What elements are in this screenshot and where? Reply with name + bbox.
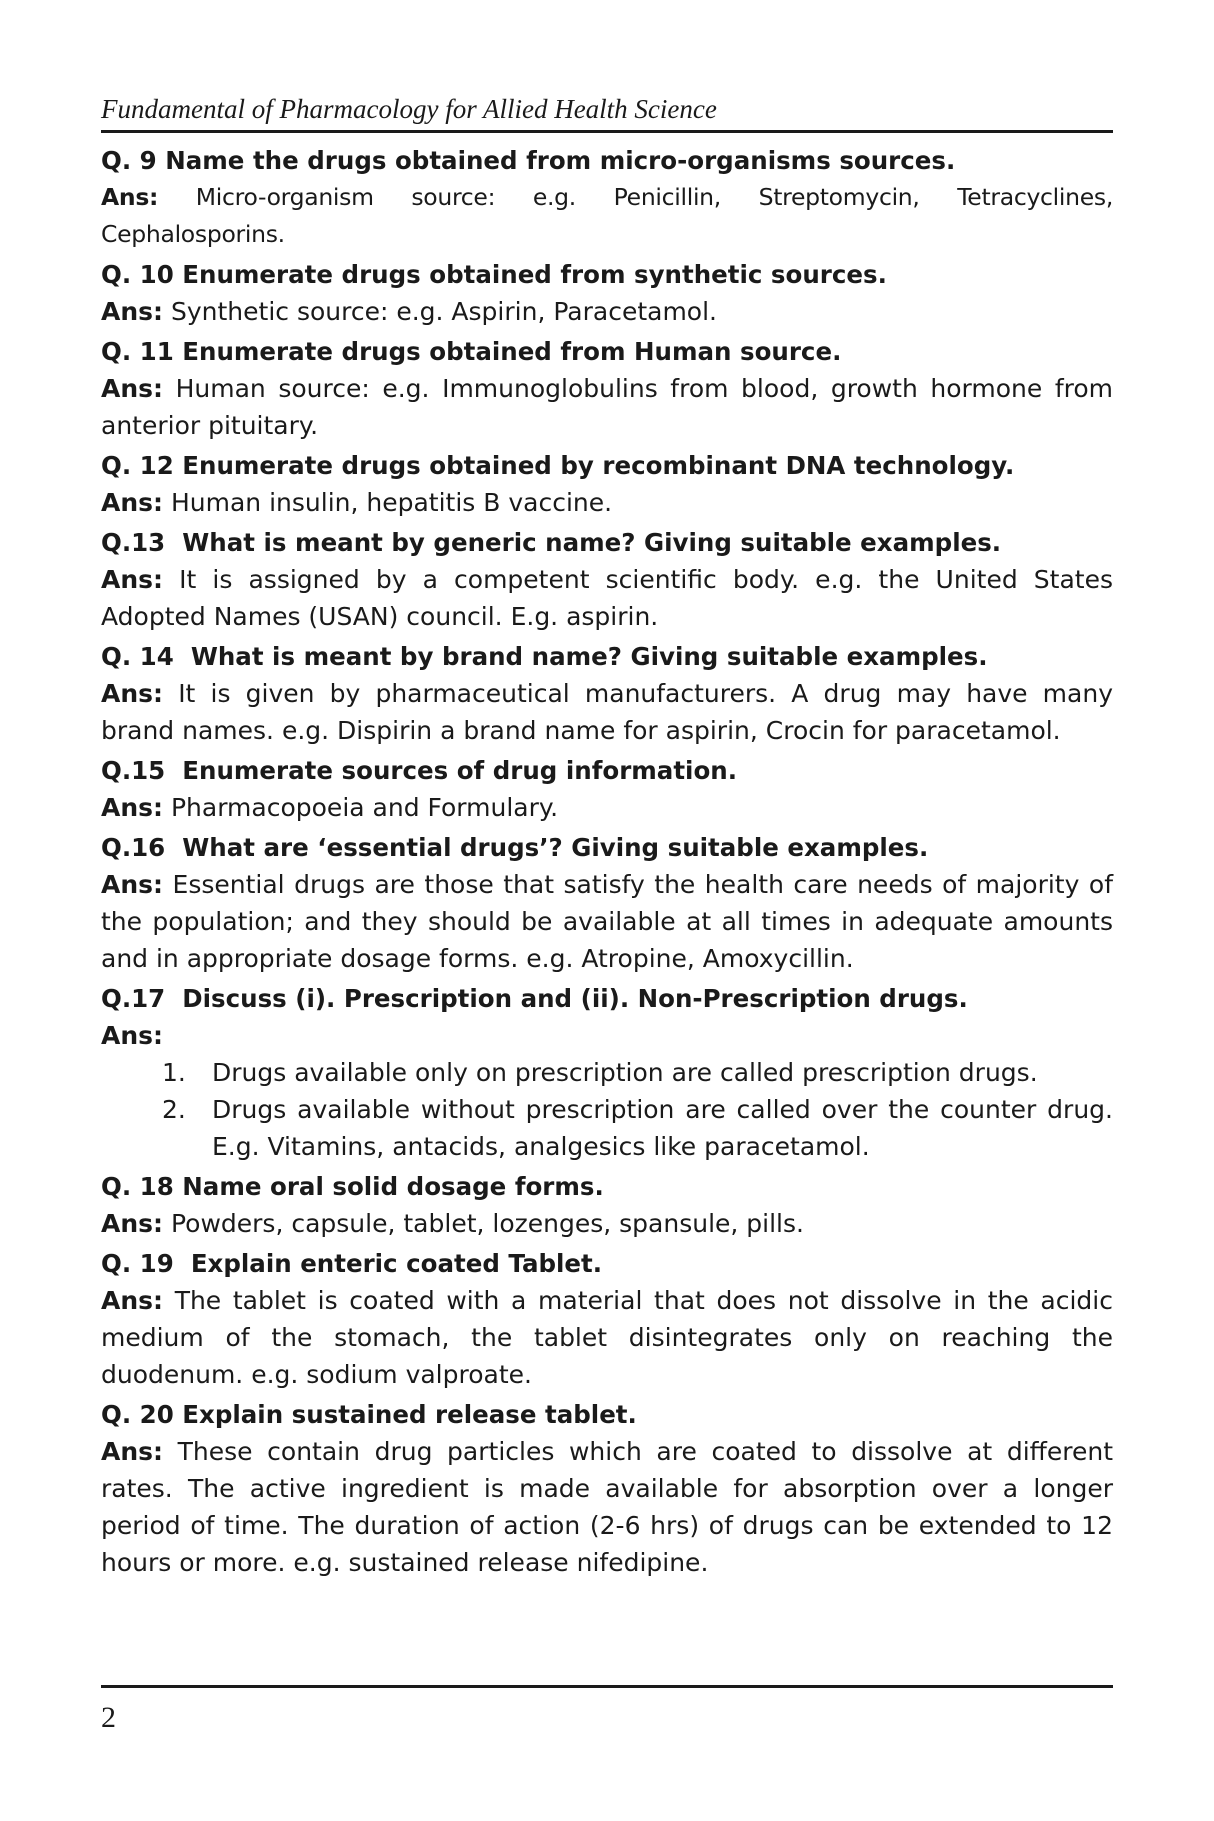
question-19: Q. 19 Explain enteric coated Tablet. [101,1249,603,1278]
footer-rule [101,1685,1113,1688]
answer-14 [101,675,1113,749]
question-9: Q. 9 Name the drugs obtained from micro-organisms sources. [101,146,956,175]
question-14: Q. 14 What is meant by brand name? Giving suitable examples. [101,642,988,671]
answer-9 [101,179,1113,253]
running-header: Fundamental of Pharmacology for Allied Health Science [101,94,717,124]
answer-18 [101,1205,1113,1242]
answer-label: Ans: [101,793,164,822]
question-18: Q. 18 Name oral solid dosage forms. [101,1172,604,1201]
answer-text: These contain drug particles which are coated to dissolve at different rates. The active ingredient is made available for absorption over a longer period of time. The duration of action (2-6 hrs) of drugs can be extended to 12 hours or more. e.g. sustained release nifedipine. [101,1437,1113,1577]
answer-17-list [101,1054,1113,1165]
answer-label: Ans: [101,679,164,708]
answer-16 [101,866,1113,977]
answer-text: Essential drugs are those that satisfy the health care needs of majority of the population; and they should be available at all times in adequate amounts and in appropriate dosage forms. e.g. Atropine, Amoxycillin. [101,870,1113,973]
answer-label: Ans: [101,1209,164,1238]
answer-text: Micro-organism source: e.g. Penicillin, Streptomycin, Tetracyclines, Cephalosporins. [101,183,1113,248]
list-number: 2. [162,1095,186,1124]
list-number: 1. [162,1058,186,1087]
answer-label: Ans: [101,374,164,403]
question-17: Q.17 Discuss (i). Prescription and (ii). Non-Prescription drugs. [101,984,968,1013]
header-rule [101,130,1113,133]
answer-text: Powders, capsule, tablet, lozenges, spansule, pills. [163,1209,804,1238]
list-item [101,1054,1113,1091]
answer-text: It is given by pharmaceutical manufacturers. A drug may have many brand names. e.g. Dispirin a brand name for aspirin, Crocin for paracetamol. [101,679,1113,745]
answer-text: Pharmacopoeia and Formulary. [163,793,559,822]
question-15: Q.15 Enumerate sources of drug information. [101,756,738,785]
question-12: Q. 12 Enumerate drugs obtained by recombinant DNA technology. [101,451,1015,480]
list-text: Drugs available without prescription are called over the counter drug. E.g. Vitamins, antacids, analgesics like paracetamol. [212,1095,1113,1161]
page [101,92,1113,1585]
answer-text: It is assigned by a competent scientific body. e.g. the United States Adopted Names (USAN) council. E.g. aspirin. [101,565,1113,631]
list-text: Drugs available only on prescription are called prescription drugs. [212,1058,1038,1087]
answer-13 [101,561,1113,635]
answer-11 [101,370,1113,444]
answer-text: Synthetic source: e.g. Aspirin, Paracetamol. [163,297,717,326]
question-13: Q.13 What is meant by generic name? Giving suitable examples. [101,528,1002,557]
question-10: Q. 10 Enumerate drugs obtained from synthetic sources. [101,260,887,289]
page-number: 2 [101,1701,116,1734]
answer-label: Ans: [101,488,164,517]
answer-12 [101,484,1113,521]
question-16: Q.16 What are ‘essential drugs’? Giving suitable examples. [101,833,929,862]
answer-label: Ans: [101,870,164,899]
list-item [101,1091,1113,1165]
answer-19 [101,1282,1113,1393]
answer-15 [101,789,1113,826]
answer-text: Human source: e.g. Immunoglobulins from blood, growth hormone from anterior pituitary. [101,374,1113,440]
answer-label: Ans: [101,565,164,594]
qa-content [101,143,1113,1581]
question-20: Q. 20 Explain sustained release tablet. [101,1400,637,1429]
answer-text: Human insulin, hepatitis B vaccine. [163,488,613,517]
answer-label: Ans: [101,183,159,211]
answer-label: Ans: [101,1286,164,1315]
answer-10 [101,293,1113,330]
answer-label: Ans: [101,1021,164,1050]
answer-text: The tablet is coated with a material that does not dissolve in the acidic medium of the stomach, the tablet disintegrates only on reaching the duodenum. e.g. sodium valproate. [101,1286,1113,1389]
answer-label: Ans: [101,1437,164,1466]
question-11: Q. 11 Enumerate drugs obtained from Human source. [101,337,842,366]
answer-20 [101,1433,1113,1581]
answer-label: Ans: [101,297,164,326]
answer-17 [101,1017,1113,1054]
